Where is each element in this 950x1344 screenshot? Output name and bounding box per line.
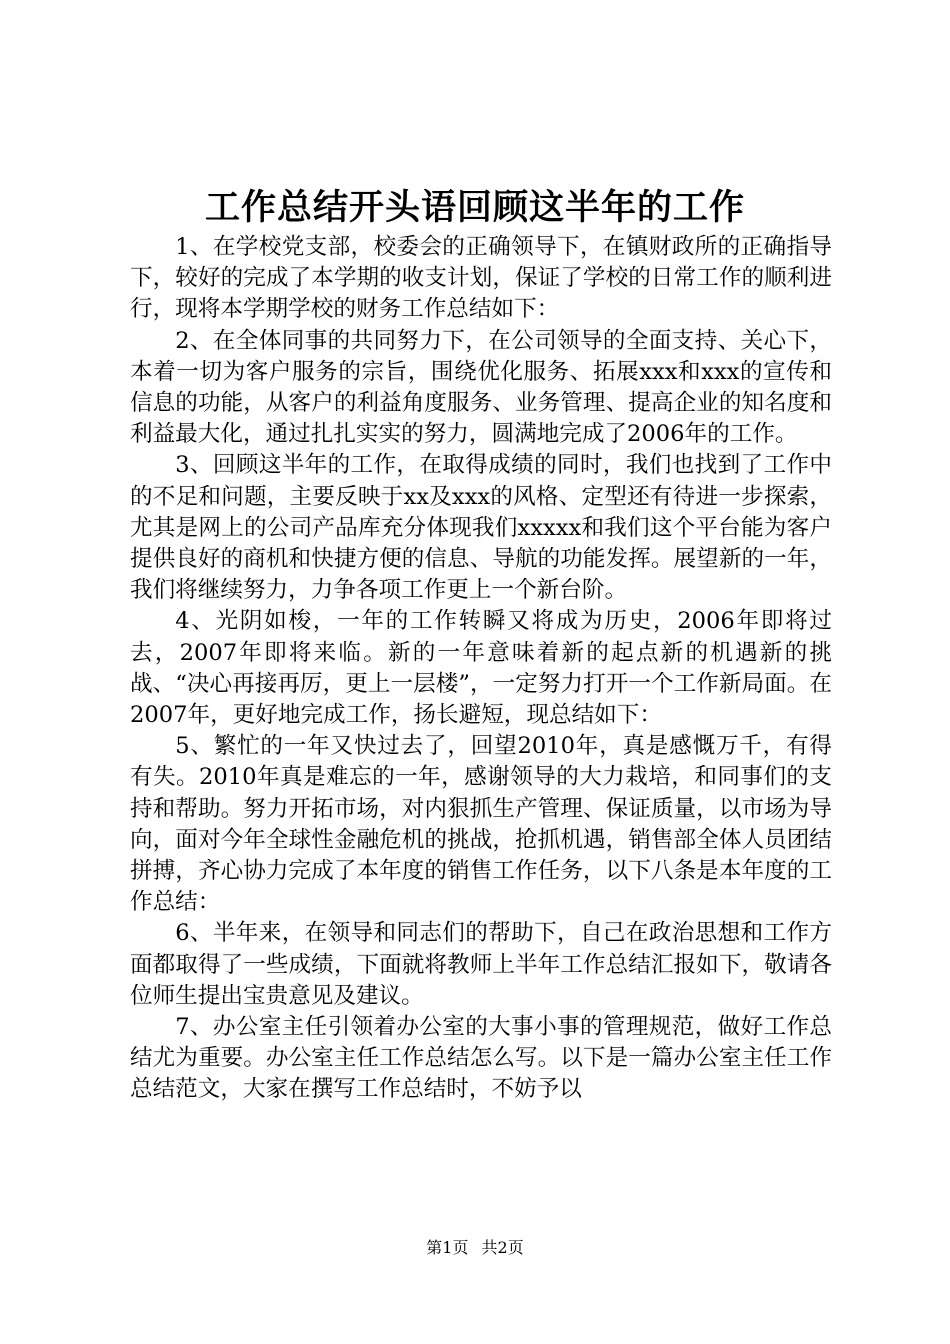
- page-footer: [0, 1238, 950, 1258]
- document-body: [130, 232, 832, 1106]
- paragraph-5: 5、繁忙的一年又快过去了，回望2010年，真是感慨万千，有得有失。2010年真是难忘的一年，感谢领导的大力栽培，和同事们的支持和帮助。努力开拓市场，对内狠抓生产管理、保证质量，以市场为导向，面对今年全球性金融危机的挑战，抢抓机遇，销售部全体人员团结拼搏，齐心协力完成了本年度的销售工作任务，以下八条是本年度的工作总结：: [130, 733, 832, 916]
- paragraph-6: 6、半年来，在领导和同志们的帮助下，自己在政治思想和工作方面都取得了一些成绩，下面就将教师上半年工作总结汇报如下，敬请各位师生提出宝贵意见及建议。: [130, 920, 832, 1009]
- page-number: 第1页: [426, 1238, 469, 1257]
- page-total: 共2页: [481, 1238, 524, 1257]
- paragraph-2: 2、在全体同事的共同努力下，在公司领导的全面支持、关心下，本着一切为客户服务的宗旨，围绕优化服务、拓展xxx和xxx的宣传和信息的功能，从客户的利益角度服务、业务管理、提高企业的知名度和利益最大化，通过扎扎实实的努力，圆满地完成了2006年的工作。: [130, 327, 832, 448]
- paragraph-4: 4、光阴如梭，一年的工作转瞬又将成为历史，2006年即将过去，2007年即将来临。新的一年意味着新的起点新的机遇新的挑战、“决心再接再厉，更上一层楼”，一定努力打开一个工作新局面。在2007年，更好地完成工作，扬长避短，现总结如下：: [130, 608, 832, 729]
- paragraph-3: 3、回顾这半年的工作，在取得成绩的同时，我们也找到了工作中的不足和问题，主要反映于xx及xxx的风格、定型还有待进一步探索，尤其是网上的公司产品库充分体现我们xxxxx和我们这个平台能为客户提供良好的商机和快捷方便的信息、导航的功能发挥。展望新的一年，我们将继续努力，力争各项工作更上一个新台阶。: [130, 452, 832, 604]
- paragraph-1: 1、在学校党支部，校委会的正确领导下，在镇财政所的正确指导下，较好的完成了本学期的收支计划，保证了学校的日常工作的顺利进行，现将本学期学校的财务工作总结如下：: [130, 234, 832, 323]
- paragraph-7: 7、办公室主任引领着办公室的大事小事的管理规范，做好工作总结尤为重要。办公室主任工作总结怎么写。以下是一篇办公室主任工作总结范文，大家在撰写工作总结时，不妨予以: [130, 1014, 832, 1103]
- document-title: 工作总结开头语回顾这半年的工作: [204, 188, 745, 228]
